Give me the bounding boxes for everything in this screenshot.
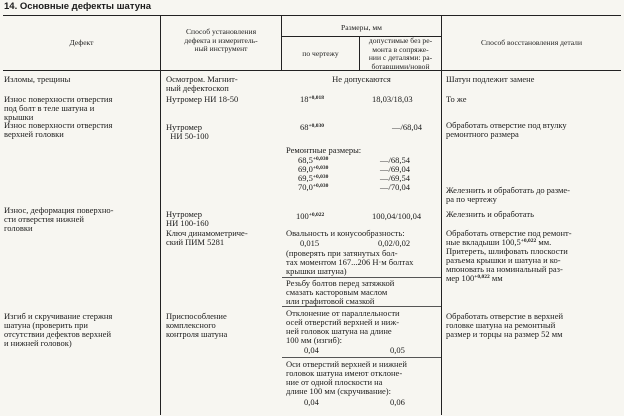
r3-rs-3-allowed: —/70,04: [380, 182, 410, 192]
header-drawing: по чертежу: [302, 49, 339, 58]
header-defect: Дефект: [69, 38, 94, 47]
r3-rs-3: [298, 183, 328, 192]
r4-repair2-b: мм. Притереть, шлифовать плоскости разъема крышки и шатуна и ко- мпоновать на номинальный раз- мер 100: [446, 237, 568, 283]
header-allowed: допустимые без ре- монта в сопряже- нии с деталями: ра- ботавшими/новой: [368, 36, 433, 71]
r5-mid-divider: [282, 357, 441, 358]
rs-base: 69,0: [298, 164, 313, 174]
r5-bend-note: Отклонение от параллельности осей отверстий верхней и ниж- ней головок шатуна на длине 100 мм (изгиб):: [286, 308, 400, 345]
header-bottom-border: [3, 70, 621, 71]
r4-repair2-tol: +0,022: [520, 238, 537, 244]
r5-repair: Обработать отверстие в верхней головке шатуна на ремонтный размер и торцы на размер 52 мм: [446, 311, 564, 339]
r5-defect: Изгиб и скручивание стержня шатуна (проверить при отсутствии дефектов верхней и нижней головок): [4, 311, 113, 348]
r5-top-divider: [282, 306, 441, 307]
r5-twist-v2: 0,06: [390, 397, 405, 407]
header-method: Способ установления дефекта и измеритель- ный инструмент: [184, 27, 258, 54]
r2-allowed: 18,03/18,03: [372, 94, 413, 104]
r4-method2: Ключ динамометриче- ский ПИМ 5281: [166, 228, 248, 247]
r4-bolt-note: Резьбу болтов перед затяжкой смазать касторовым маслом или графитовой смазкой: [286, 278, 395, 306]
r4-repair2-c: мм: [489, 273, 503, 283]
rs-base: 68,5: [298, 155, 313, 165]
rs-tol: +0,030: [312, 165, 329, 171]
rs-tol: +0,030: [312, 156, 329, 162]
r4-oval-note: (проверять при затянутых бол- тах моментом 167...206 Н·м болтах крышки шатуна): [286, 248, 414, 276]
r4-repair2: [446, 229, 572, 283]
r4-drawing-tol: +0,022: [308, 212, 325, 218]
header-sizes: Размеры, мм: [341, 23, 382, 32]
r3-rs-1-allowed: —/69,04: [380, 164, 410, 174]
r4-method: Нутромер НИ 100-160: [166, 209, 209, 228]
r3-rs-0-allowed: —/68,54: [380, 155, 410, 165]
r5-twist-v1: 0,04: [304, 397, 319, 407]
r4-drawing-base: 100: [296, 211, 309, 221]
rs-base: 69,5: [298, 173, 313, 183]
r3-defect: Износ поверхности отверстия верхней головки: [4, 120, 113, 139]
rs-tol: +0,030: [312, 174, 329, 180]
r4-repair2-a: Обработать отверстие под ремонт- ные вкладыши 100,5: [446, 228, 572, 247]
table-top-border: [3, 15, 621, 16]
rs-base: 70,0: [298, 182, 313, 192]
r3-method: Нутромер НИ 50-100: [166, 122, 209, 141]
r1-method: Осмотром. Магнит- ный дефектоскоп: [166, 74, 238, 93]
r4-defect: Износ, деформация поверхно- сти отверстия нижней головки: [4, 205, 114, 233]
r3-repair: Обработать отверстие под втулку ремонтного размера: [446, 120, 567, 139]
r2-repair: То же: [446, 94, 467, 104]
r3-allowed: —/68,04: [392, 122, 422, 132]
r2-drawing-tol: +0,018: [308, 95, 325, 101]
col-divider-4: [441, 15, 442, 415]
r3-repair2: Железнить и обработать до разме- ра по чертежу: [446, 185, 571, 204]
r4-repair2-tol2: +0,022: [474, 274, 490, 280]
r4-drawing: [296, 212, 324, 221]
r2-defect: Износ поверхности отверстия под болт в теле шатуна и крышки: [4, 94, 113, 122]
rs-tol: +0,030: [312, 183, 329, 189]
r5-twist-note: Оси отверстий верхней и нижней головок шатуна имеют отклоне- ние от одной плоскости на длине 100 мм (скручивание):: [286, 359, 407, 396]
r4-oval-v1: 0,015: [300, 238, 320, 248]
header-repair: Способ восстановления детали: [480, 38, 583, 47]
r1-defect: Изломы, трещины: [4, 74, 71, 84]
r3-drawing-base: 68: [300, 122, 309, 132]
r2-drawing-base: 18: [300, 94, 309, 104]
r1-sizes: Не допускаются: [332, 74, 391, 84]
r5-bend-v1: 0,04: [304, 345, 319, 355]
r3-repair-sizes-label: Ремонтные размеры:: [286, 145, 362, 155]
r5-method: Приспособление комплексного контроля шатуна: [166, 311, 228, 339]
r4-repair: Железнить и обработать: [446, 209, 534, 219]
r1-repair: Шатун подлежит замене: [446, 74, 535, 84]
r2-drawing: [300, 95, 324, 104]
r4-oval-v2: 0,02/0,02: [378, 238, 411, 248]
table-title: 14. Основные дефекты шатуна: [4, 1, 152, 12]
r4-allowed: 100,04/100,04: [372, 211, 422, 221]
r3-rs-2-allowed: —/69,54: [380, 173, 410, 183]
col-divider-1: [160, 15, 161, 415]
r3-drawing-tol: +0,030: [308, 123, 325, 129]
r3-drawing: [300, 123, 324, 132]
r2-method: Нутромер НИ 18-50: [166, 94, 239, 104]
r4-oval-label: Овальность и конусообразность:: [286, 228, 405, 238]
r5-bend-v2: 0,05: [390, 345, 405, 355]
